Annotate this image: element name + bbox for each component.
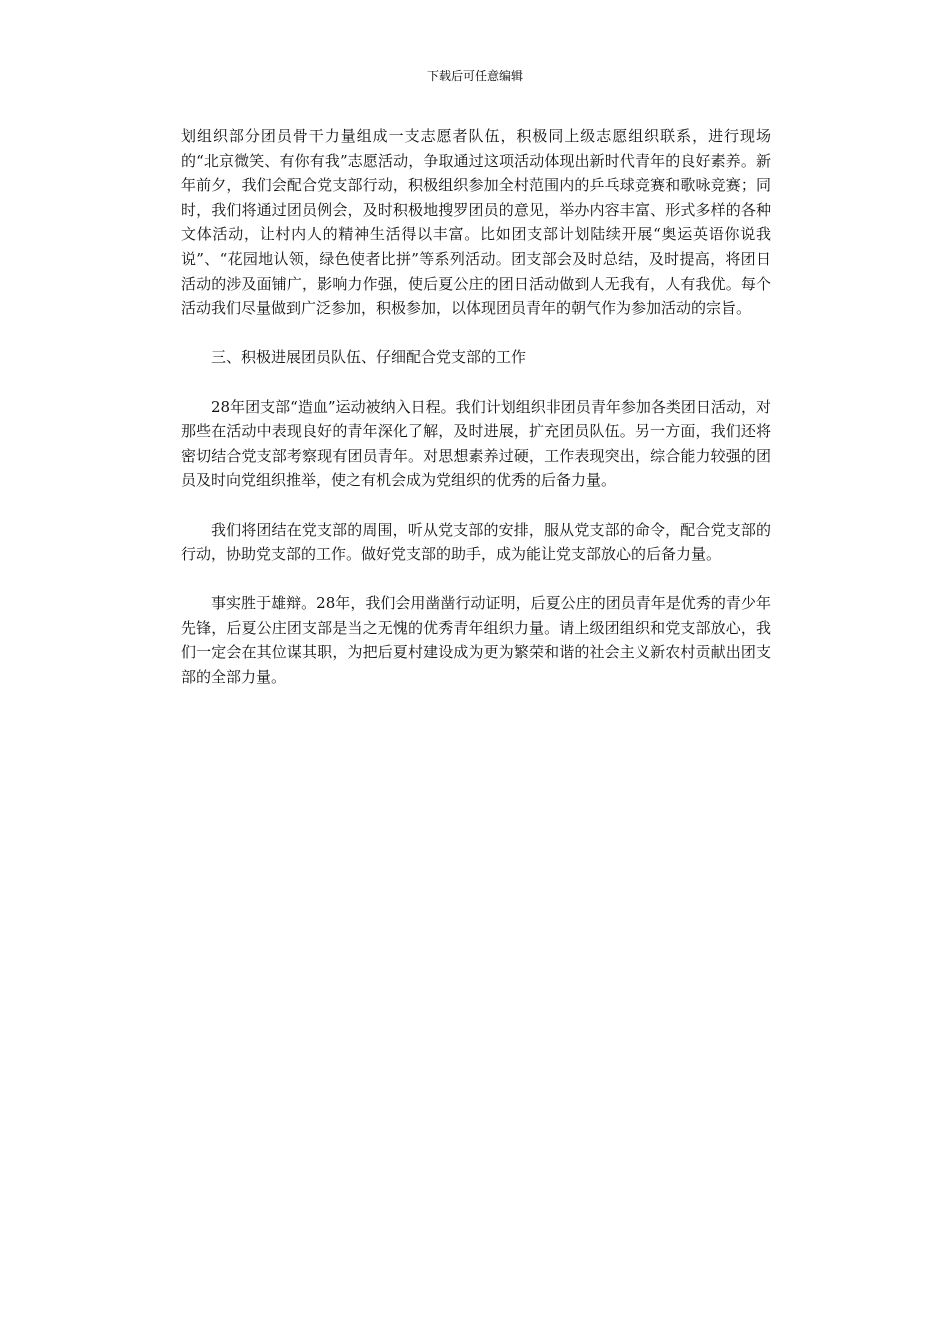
paragraph: 我们将团结在党支部的周围，听从党支部的安排，服从党支部的命令，配合党支部的行动，协助党支部的工作。做好党支部的助手，成为能让党支部放心的后备力量。 <box>181 520 771 564</box>
document-body <box>181 124 771 714</box>
page-header: 下载后可任意编辑 <box>426 69 523 83</box>
section-heading: 三、积极进展团员队伍、仔细配合党支部的工作 <box>211 348 527 367</box>
paragraph: 事实胜于雄辩。28年，我们会用凿凿行动证明，后夏公庄的团员青年是优秀的青少年先锋，后夏公庄团支部是当之无愧的优秀青年组织力量。请上级团组织和党支部放心，我们一定会在其位谋其职，为把后夏村建设成为更为繁荣和谐的社会主义新农村贡献出团支部的全部力量。 <box>181 594 771 687</box>
paragraph-continuation: 划组织部分团员骨干力量组成一支志愿者队伍，积极同上级志愿组织联系，进行现场的“北京微笑、有你有我”志愿活动，争取通过这项活动体现出新时代青年的良好素养。新年前夕，我们会配合党支部行动，积极组织参加全村范围内的乒乓球竞赛和歌咏竞赛；同时，我们将通过团员例会，及时积极地搜罗团员的意见，举办内容丰富、形式多样的各种文体活动，让村内人的精神生活得以丰富。比如团支部计划陆续开展“奥运英语你说我说”、“花园地认领，绿色使者比拼”等系列活动。团支部会及时总结，及时提高，将团日活动的涉及面铺广，影响力作强，使后夏公庄的团日活动做到人无我有，人有我优。每个活动我们尽量做到广泛参加，积极参加，以体现团员青年的朝气作为参加活动的宗旨。 <box>181 127 771 318</box>
paragraph: 28年团支部“造血”运动被纳入日程。我们计划组织非团员青年参加各类团日活动，对那些在活动中表现良好的青年深化了解，及时进展，扩充团员队伍。另一方面，我们还将密切结合党支部考察现有团员青年。对思想素养过硬，工作表现突出，综合能力较强的团员及时向党组织推举，使之有机会成为党组织的优秀的后备力量。 <box>181 397 771 490</box>
